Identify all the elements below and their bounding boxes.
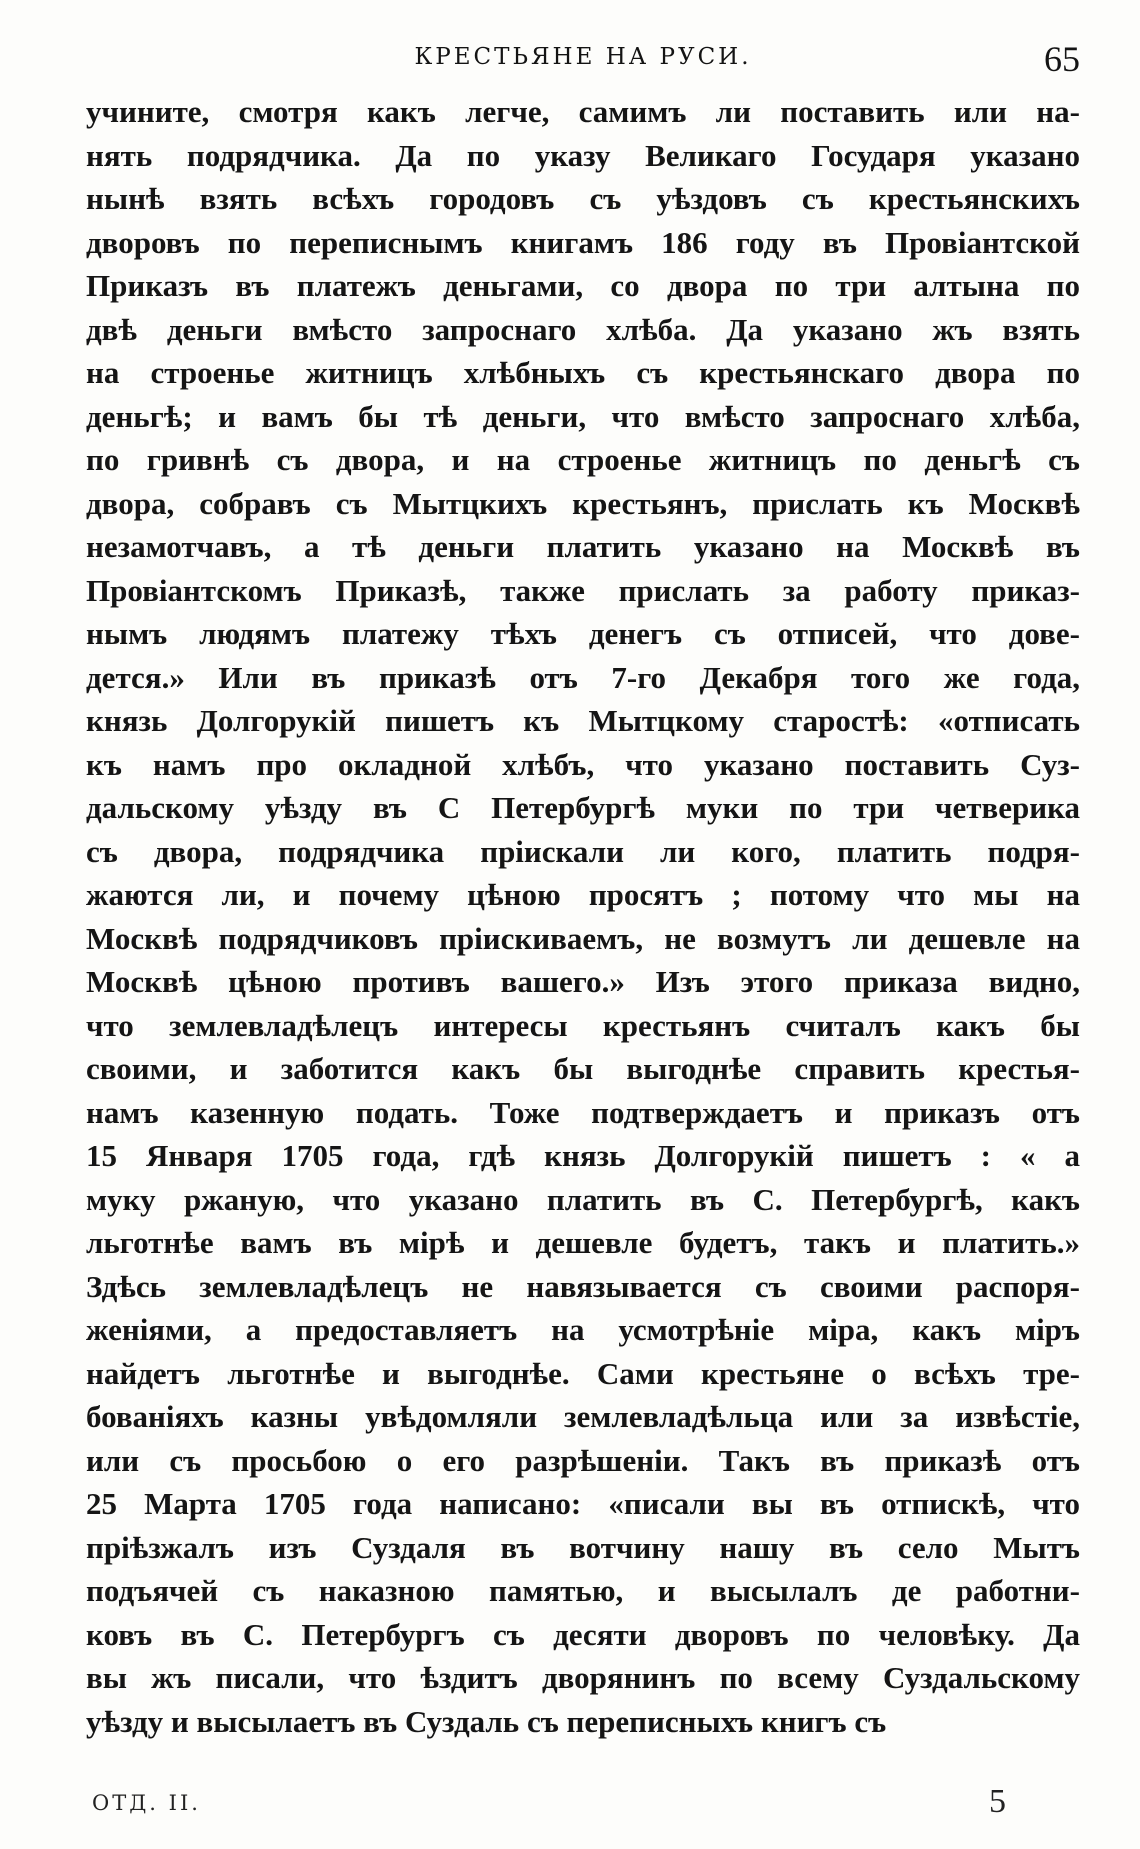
- text-line: найдетъ льготнѣе и выгоднѣе. Сами крестьяне о всѣхъ тре-: [86, 1355, 1080, 1391]
- text-line: своими, и заботится какъ бы выгоднѣе справить крестья-: [86, 1051, 1080, 1086]
- text-line: Москвѣ цѣною противъ вашего.» Изъ этого приказа видно,: [86, 964, 1080, 999]
- text-line: 25 Марта 1705 года написано: «писали вы въ отпискѣ, что: [86, 1486, 1080, 1521]
- text-line: къ намъ про окладной хлѣбъ, что указано поставить Суз-: [86, 746, 1080, 782]
- text-line: дется.» Или въ приказѣ отъ 7-го Декабря того же года,: [86, 659, 1080, 695]
- text-line: что землевладѣлецъ интересы крестьянъ считалъ какъ бы: [86, 1007, 1080, 1043]
- text-line: Провiантскомъ Приказѣ, также прислать за работу приказ-: [86, 572, 1080, 608]
- text-line: муку ржаную, что указано платить въ С. Петербургѣ, какъ: [86, 1181, 1080, 1217]
- text-line: льготнѣе вамъ въ мiрѣ и дешевле будетъ, такъ и платить.»: [86, 1225, 1080, 1260]
- text-line: или съ просьбою о его разрѣшенiи. Такъ въ приказѣ отъ: [86, 1442, 1080, 1478]
- text-line: князь Долгорукiй пишетъ къ Мытцкому старостѣ: «отписать: [86, 703, 1080, 738]
- text-line: на строенье житницъ хлѣбныхъ съ крестьянскаго двора по: [86, 355, 1080, 390]
- text-line: Приказъ въ платежъ деньгами, со двора по три алтына по: [86, 268, 1080, 303]
- text-line: дворовъ по переписнымъ книгамъ 186 году въ Провiантской: [86, 224, 1080, 260]
- text-line: двѣ деньги вмѣсто запроснаго хлѣба. Да указано жъ взять: [86, 311, 1080, 347]
- text-line: нымъ людямъ платежу тѣхъ денегъ съ отписей, что дове-: [86, 616, 1080, 651]
- text-line: подъячей съ наказною памятью, и высылалъ де работни-: [86, 1573, 1080, 1608]
- text-line: прiѣзжалъ изъ Суздаля въ вотчину нашу въ село Мытъ: [86, 1529, 1080, 1565]
- text-line: двора, собравъ съ Мытцкихъ крестьянъ, прислать къ Москвѣ: [86, 485, 1080, 521]
- text-line: вы жъ писали, что ѣздитъ дворянинъ по всему Суздальскому: [86, 1660, 1080, 1695]
- text-line: учините, смотря какъ легче, самимъ ли поставить или на-: [86, 94, 1080, 129]
- text-line: ковъ въ С. Петербургъ съ десяти дворовъ по человѣку. Да: [86, 1616, 1080, 1652]
- page-number: 65: [1044, 39, 1080, 79]
- text-line: 15 Января 1705 года, гдѣ князь Долгорукiй пишетъ : « а: [86, 1138, 1080, 1173]
- text-line: нять подрядчика. Да по указу Великаго Государя указано: [86, 137, 1080, 173]
- signature-mark: ОТД. II.: [92, 1791, 201, 1815]
- page-header: [86, 38, 1080, 78]
- text-line: женiями, а предоставляетъ на усмотрѣнiе мiра, какъ мiръ: [86, 1312, 1080, 1347]
- running-head: КРЕСТЬЯНЕ НА РУСИ.: [414, 44, 752, 70]
- text-line: бованiяхъ казны увѣдомляли землевладѣльца или за извѣстiе,: [86, 1399, 1080, 1434]
- text-line: деньгѣ; и вамъ бы тѣ деньги, что вмѣсто запроснаго хлѣба,: [86, 398, 1080, 434]
- text-line: нынѣ взять всѣхъ городовъ съ уѣздовъ съ крестьянскихъ: [86, 181, 1080, 216]
- text-line: Здѣсь землевладѣлецъ не навязывается съ своими распоря-: [86, 1268, 1080, 1304]
- text-line: намъ казенную подать. Тоже подтверждаетъ и приказъ отъ: [86, 1094, 1080, 1130]
- text-line: дальскому уѣзду въ С Петербургѣ муки по три четверика: [86, 790, 1080, 825]
- text-line: уѣзду и высылаетъ въ Суздаль съ переписныхъ книгъ съ: [86, 1703, 887, 1739]
- text-line: Москвѣ подрядчиковъ прiискиваемъ, не возмутъ ли дешевле на: [86, 920, 1080, 956]
- text-line: незамотчавъ, а тѣ деньги платить указано на Москвѣ въ: [86, 529, 1080, 564]
- text-line: съ двора, подрядчика прiискали ли кого, платить подря-: [86, 833, 1080, 869]
- text-line: жаются ли, и почему цѣною просятъ ; потому что мы на: [86, 877, 1080, 912]
- text-line: по гривнѣ съ двора, и на строенье житницъ по деньгѣ съ: [86, 442, 1080, 477]
- signature-number: 5: [989, 1783, 1006, 1820]
- body-text: [86, 90, 1080, 1743]
- page-footer: [92, 1783, 1006, 1823]
